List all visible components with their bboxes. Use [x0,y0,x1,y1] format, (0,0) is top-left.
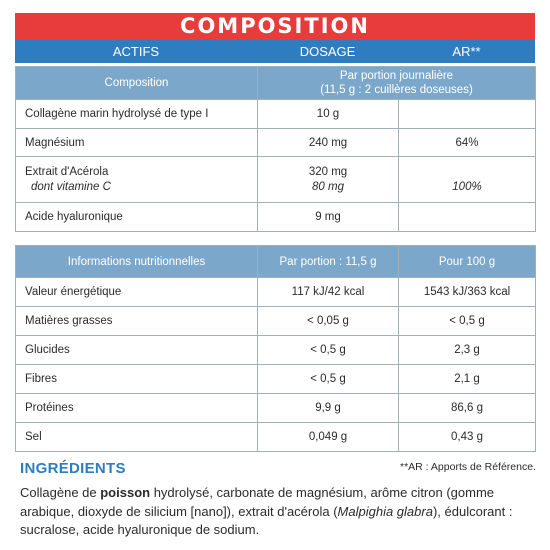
row-label: Protéines [16,394,258,423]
row-portion: < 0,5 g [258,336,399,365]
nutrition-col-label: Informations nutritionnelles [16,246,258,278]
row-per100: 86,6 g [399,394,536,423]
row-portion: < 0,5 g [258,365,399,394]
composition-col-label: Composition [16,67,258,100]
row-per100: < 0,5 g [399,307,536,336]
table-row [16,129,536,157]
composition-title: COMPOSITION [15,13,535,40]
dosage-line-2: (11,5 g : 2 cuillères doseuses) [320,84,473,96]
nutrition-table [15,245,536,452]
ingredients-bold: poisson [100,485,151,500]
row-portion: 0,049 g [258,423,399,452]
row-dosage: 240 mg [258,129,399,157]
row-portion: 117 kJ/42 kcal [258,278,399,307]
table-row [16,100,536,129]
ingredients-title: INGRÉDIENTS [20,460,126,477]
table-row [16,278,536,307]
row-label: Valeur énergétique [16,278,258,307]
row-per100: 0,43 g [399,423,536,452]
vitamin-c-dosage: 80 mg [312,180,344,193]
row-dosage: 10 g [258,100,399,129]
row-label: Fibres [16,365,258,394]
ingredients-part-3: ), édulcorant : sucralose, acide hyaluronique de sodium. [20,503,513,537]
table-row [16,157,536,203]
acerola-label: Extrait d'Acérola [25,165,109,178]
row-per100: 2,1 g [399,365,536,394]
ingredients-part-2: hydrolysé, carbonate de magnésium, arôme citron (gomme arabique, dioxyde de silicium [nano]), extrait d'acérola ( [20,485,495,519]
row-per100: 2,3 g [399,336,536,365]
ingredients-part-1: Collagène de [20,485,101,500]
row-dosage [258,157,399,203]
ingredients-italic: Malpighia glabra [337,503,433,519]
row-dosage: 9 mg [258,203,399,232]
composition-table [15,66,536,232]
row-label: Glucides [16,336,258,365]
table-row [16,394,536,423]
row-label [16,157,258,203]
composition-col-dosage [258,67,536,100]
header-actifs: ACTIFS [112,44,160,59]
nutrition-header-row [16,246,536,278]
row-per100: 1543 kJ/363 kcal [399,278,536,307]
row-label: Magnésium [16,129,258,157]
header-ar: AR** [452,44,481,59]
acerola-dosage: 320 mg [308,165,348,178]
ar-footnote: **AR : Apports de Référence. [400,461,536,473]
row-label: Sel [16,423,258,452]
nutrition-col-100g: Pour 100 g [399,246,536,278]
table-row [16,307,536,336]
row-portion: < 0,05 g [258,307,399,336]
row-label: Matières grasses [16,307,258,336]
table-row [16,365,536,394]
row-ar [399,157,536,203]
table-row [16,203,536,232]
vitamin-c-ar: 100% [452,180,482,193]
ingredients-text [20,484,535,540]
table-row [16,423,536,452]
table-row [16,336,536,365]
row-ar [399,100,536,129]
row-label: Collagène marin hydrolysé de type I [16,100,258,129]
row-portion: 9,9 g [258,394,399,423]
vitamin-c-label: dont vitamine C [31,180,111,193]
dosage-line-1: Par portion journalière [339,70,454,82]
header-bar [15,40,535,63]
nutrition-col-portion: Par portion : 11,5 g [258,246,399,278]
header-dosage: DOSAGE [299,44,356,59]
acerola-ar [399,165,535,180]
row-ar [399,203,536,232]
row-ar: 64% [399,129,536,157]
composition-header-row [16,67,536,100]
row-label: Acide hyaluronique [16,203,258,232]
